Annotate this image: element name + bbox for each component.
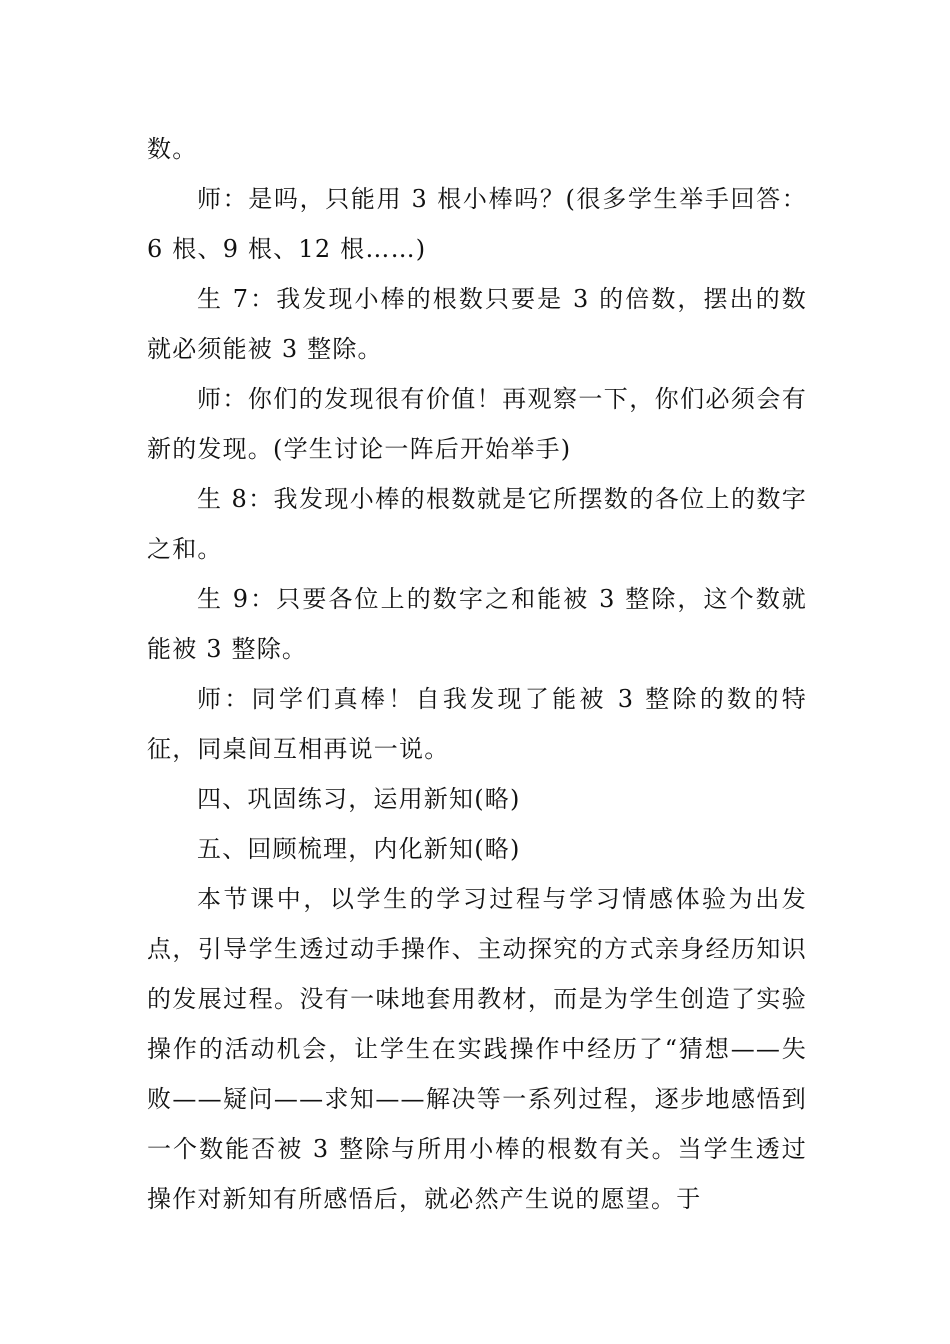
paragraph-teacher-prompt: 师：你们的发现很有价值！再观察一下，你们必须会有新的发现。(学生讨论一阵后开始举手) — [147, 385, 807, 463]
paragraph-reflection: 本节课中，以学生的学习过程与学习情感体验为出发点，引导学生透过动手操作、主动探究的方式亲身经历知识的发展过程。没有一味地套用教材，而是为学生创造了实验操作的活动机会，让学生在实践操作中经历了“猜想——失败——疑问——求知——解决等一系列过程，逐步地感悟到一个数能否被 3 整除与所用小棒的根数有关。当学生透过操作对新知有所感悟后，就必然产生说的愿望。于 — [147, 885, 807, 1213]
section-heading-practice: 四、巩固练习，运用新知(略) — [197, 785, 521, 813]
paragraph-student-7: 生 7：我发现小棒的根数只要是 3 的倍数，摆出的数就必须能被 3 整除。 — [147, 285, 807, 363]
paragraph-student-9: 生 9：只要各位上的数字之和能被 3 整除，这个数就能被 3 整除。 — [147, 585, 807, 663]
paragraph-continuation: 数。 — [147, 135, 198, 163]
paragraph-student-8: 生 8：我发现小棒的根数就是它所摆数的各位上的数字之和。 — [147, 485, 807, 563]
section-heading-review: 五、回顾梳理，内化新知(略) — [197, 835, 521, 863]
paragraph-teacher-question: 师：是吗，只能用 3 根小棒吗？(很多学生举手回答：6 根、9 根、12 根……) — [147, 185, 807, 263]
body-text — [147, 124, 807, 1224]
paragraph-teacher-praise: 师：同学们真棒！自我发现了能被 3 整除的数的特征，同桌间互相再说一说。 — [147, 685, 807, 763]
